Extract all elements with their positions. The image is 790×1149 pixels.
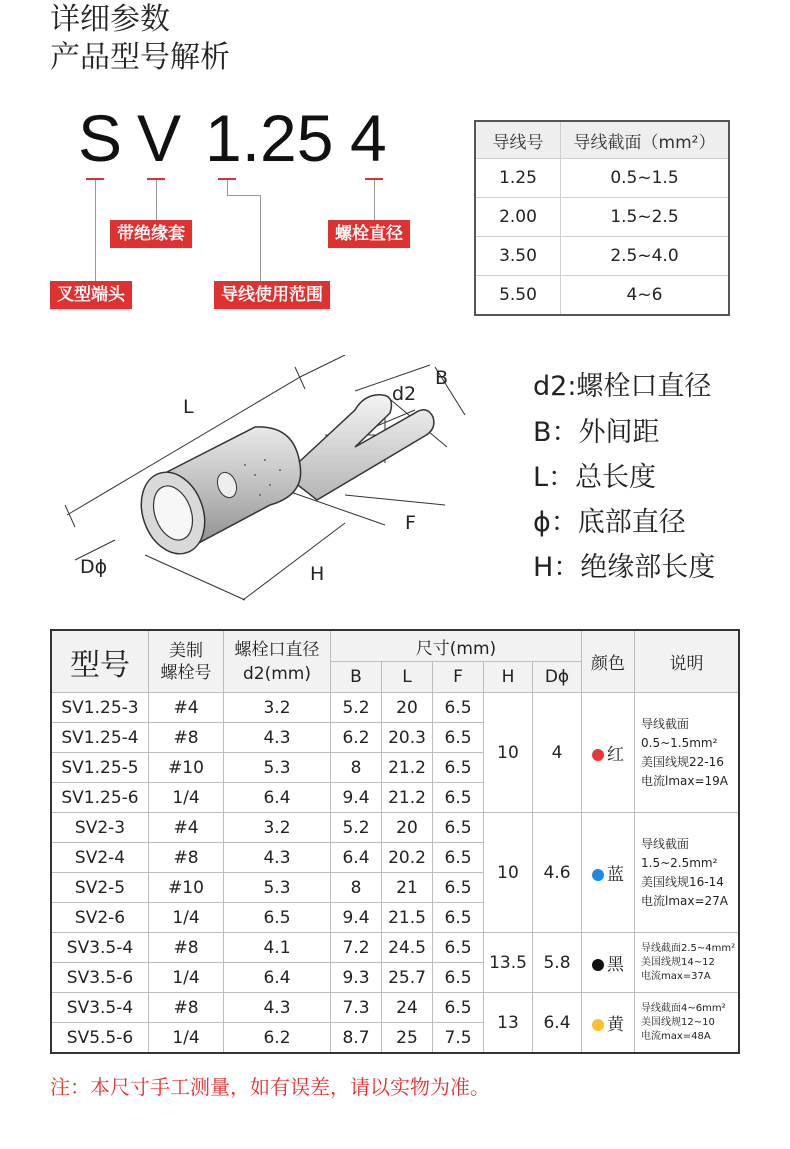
model-part-bolt: 4 <box>350 101 387 175</box>
label-bolt-diameter: 螺栓直径 <box>328 220 410 248</box>
code-cell: 2.00 <box>475 198 561 237</box>
cell-d2: 4.3 <box>224 723 331 753</box>
cell-d2: 4.3 <box>224 993 331 1023</box>
cell-f: 7.5 <box>433 1023 484 1054</box>
code-cell: 5.50 <box>475 276 561 316</box>
cell-d2: 6.5 <box>224 903 331 933</box>
terminal-drawing <box>55 355 485 605</box>
spec-table <box>50 629 740 1054</box>
cell-b: 7.2 <box>331 933 382 963</box>
color-name: 红 <box>607 745 624 765</box>
color-dot <box>592 959 604 971</box>
cell-d2: 3.2 <box>224 813 331 843</box>
connector-v <box>156 180 157 220</box>
cell-l: 25 <box>382 1023 433 1054</box>
cell-l: 21.5 <box>382 903 433 933</box>
table-row <box>51 813 739 843</box>
cell-us-bolt: 1/4 <box>149 783 224 813</box>
note-line: 美国线规14~12 <box>641 956 715 968</box>
legend-h: H：绝缘部长度 <box>533 552 716 583</box>
cell-d2: 6.4 <box>224 783 331 813</box>
cell-h: 13.5 <box>484 933 533 993</box>
cell-f: 6.5 <box>433 873 484 903</box>
code-cell: 3.50 <box>475 237 561 276</box>
cell-color <box>582 693 635 813</box>
header-us-bolt-line2: 螺栓号 <box>160 662 212 683</box>
cell-d: 4.6 <box>533 813 582 933</box>
color-name: 蓝 <box>607 865 624 885</box>
dim-label-d: Dϕ <box>80 556 108 578</box>
cell-d: 4 <box>533 693 582 813</box>
note-line: 导线截面 <box>641 836 690 851</box>
note-line: 0.5~1.5mm² <box>641 735 718 750</box>
cell-color <box>582 933 635 993</box>
cell-us-bolt: #4 <box>149 813 224 843</box>
header-size: 尺寸(mm) <box>331 630 582 662</box>
code-header-number: 导线号 <box>475 121 561 159</box>
section-subtitle: 产品型号解析 <box>50 40 230 75</box>
cell-l: 20.3 <box>382 723 433 753</box>
cell-l: 20 <box>382 693 433 723</box>
header-model: 型号 <box>51 630 149 693</box>
cell-model: SV1.25-3 <box>51 693 149 723</box>
dim-label-b: B <box>435 367 449 389</box>
cell-f: 6.5 <box>433 723 484 753</box>
cell-d2: 3.2 <box>224 693 331 723</box>
connector-size-a <box>227 180 228 195</box>
header-f: F <box>433 662 484 693</box>
header-d: Dϕ <box>533 662 582 693</box>
cell-model: SV2-6 <box>51 903 149 933</box>
cell-model: SV3.5-4 <box>51 933 149 963</box>
cell-note <box>635 993 740 1054</box>
legend-l: L：总长度 <box>533 462 657 493</box>
dim-label-d2: d2 <box>392 383 417 405</box>
cell-model: SV1.25-4 <box>51 723 149 753</box>
cell-f: 6.5 <box>433 963 484 993</box>
cell-us-bolt: #8 <box>149 933 224 963</box>
cell-b: 5.2 <box>331 693 382 723</box>
cell-b: 9.4 <box>331 783 382 813</box>
table-row <box>475 198 729 237</box>
section-title: 详细参数 <box>50 2 170 37</box>
table-row <box>475 159 729 198</box>
legend-b: B：外间距 <box>533 417 660 448</box>
code-cell: 1.25 <box>475 159 561 198</box>
color-dot <box>592 1019 604 1031</box>
connector-size-c <box>260 195 261 281</box>
note-line: 导线截面2.5~4mm² <box>641 942 736 954</box>
header-d2-line1: 螺栓口直径 <box>234 639 320 660</box>
color-dot <box>592 869 604 881</box>
cell-b: 7.3 <box>331 993 382 1023</box>
cell-model: SV2-5 <box>51 873 149 903</box>
cell-d2: 4.1 <box>224 933 331 963</box>
cell-note <box>635 933 740 993</box>
cell-h: 10 <box>484 813 533 933</box>
cell-h: 13 <box>484 993 533 1054</box>
cell-f: 6.5 <box>433 903 484 933</box>
header-us-bolt-line1: 美制 <box>169 640 203 661</box>
cell-l: 20 <box>382 813 433 843</box>
cell-f: 6.5 <box>433 993 484 1023</box>
note-line: 1.5~2.5mm² <box>641 855 718 870</box>
footnote: 注：本尺寸手工测量，如有误差，请以实物为准。 <box>50 1075 490 1099</box>
cell-us-bolt: #10 <box>149 753 224 783</box>
cell-d: 5.8 <box>533 933 582 993</box>
cell-f: 6.5 <box>433 813 484 843</box>
note-line: 电流lmax=27A <box>641 893 729 908</box>
cell-d2: 4.3 <box>224 843 331 873</box>
legend-d2: d2:螺栓口直径 <box>533 371 712 402</box>
cell-d2: 6.4 <box>224 963 331 993</box>
cell-us-bolt: #8 <box>149 993 224 1023</box>
cell-model: SV1.25-5 <box>51 753 149 783</box>
cell-d: 6.4 <box>533 993 582 1054</box>
note-line: 导线截面4~6mm² <box>641 1002 726 1014</box>
cell-d2: 5.3 <box>224 873 331 903</box>
cell-b: 6.2 <box>331 723 382 753</box>
cell-l: 20.2 <box>382 843 433 873</box>
label-sleeve: 带绝缘套 <box>110 220 192 248</box>
cell-f: 6.5 <box>433 843 484 873</box>
cell-b: 8 <box>331 873 382 903</box>
code-header-section: 导线截面（mm²） <box>561 121 730 159</box>
cell-us-bolt: #4 <box>149 693 224 723</box>
cell-f: 6.5 <box>433 933 484 963</box>
cell-us-bolt: #8 <box>149 843 224 873</box>
cell-model: SV5.5-6 <box>51 1023 149 1054</box>
cell-us-bolt: 1/4 <box>149 903 224 933</box>
cell-note <box>635 693 740 813</box>
header-l: L <box>382 662 433 693</box>
cell-b: 6.4 <box>331 843 382 873</box>
cell-f: 6.5 <box>433 753 484 783</box>
header-b: B <box>331 662 382 693</box>
note-line: 电流max=37A <box>641 970 711 982</box>
legend-phi: ϕ：底部直径 <box>533 507 686 538</box>
cell-b: 5.2 <box>331 813 382 843</box>
model-part-s: S <box>78 101 123 175</box>
header-d2-line2: d2(mm) <box>243 663 311 684</box>
code-cell: 2.5~4.0 <box>561 237 730 276</box>
table-row <box>51 993 739 1023</box>
color-name: 黄 <box>607 1015 624 1035</box>
note-line: 电流lmax=19A <box>641 773 729 788</box>
cell-model: SV2-4 <box>51 843 149 873</box>
dim-label-h: H <box>310 563 325 585</box>
dim-label-f: F <box>405 512 416 534</box>
table-row <box>51 933 739 963</box>
label-wire-range: 导线使用范围 <box>214 281 330 309</box>
code-cell: 1.5~2.5 <box>561 198 730 237</box>
cell-l: 25.7 <box>382 963 433 993</box>
cell-us-bolt: 1/4 <box>149 1023 224 1054</box>
cell-model: SV3.5-4 <box>51 993 149 1023</box>
cell-l: 21 <box>382 873 433 903</box>
note-line: 电流max=48A <box>641 1030 711 1042</box>
cell-color <box>582 813 635 933</box>
connector-size-b <box>227 195 260 196</box>
color-name: 黑 <box>607 955 624 975</box>
cell-color <box>582 993 635 1054</box>
header-us-bolt <box>149 630 224 693</box>
table-row <box>51 693 739 723</box>
cell-model: SV2-3 <box>51 813 149 843</box>
note-line: 美国线规16-14 <box>641 874 724 889</box>
cell-l: 21.2 <box>382 783 433 813</box>
cell-us-bolt: 1/4 <box>149 963 224 993</box>
wire-code-table <box>474 120 730 316</box>
cell-b: 8.7 <box>331 1023 382 1054</box>
code-cell: 4~6 <box>561 276 730 316</box>
cell-l: 24 <box>382 993 433 1023</box>
cell-model: SV1.25-6 <box>51 783 149 813</box>
cell-b: 9.4 <box>331 903 382 933</box>
cell-us-bolt: #10 <box>149 873 224 903</box>
cell-f: 6.5 <box>433 693 484 723</box>
header-color: 颜色 <box>582 630 635 693</box>
cell-model: SV3.5-6 <box>51 963 149 993</box>
cell-l: 24.5 <box>382 933 433 963</box>
note-line: 美国线规12~10 <box>641 1016 715 1028</box>
header-description: 说明 <box>635 630 740 693</box>
cell-note <box>635 813 740 933</box>
dim-label-l: L <box>183 396 194 418</box>
cell-d2: 6.2 <box>224 1023 331 1054</box>
cell-b: 9.3 <box>331 963 382 993</box>
label-fork-terminal: 叉型端头 <box>50 281 132 309</box>
table-row <box>475 276 729 316</box>
connector-bolt <box>374 180 375 220</box>
table-row <box>475 237 729 276</box>
cell-d2: 5.3 <box>224 753 331 783</box>
header-h: H <box>484 662 533 693</box>
cell-f: 6.5 <box>433 783 484 813</box>
connector-s <box>95 180 96 284</box>
note-line: 美国线规22-16 <box>641 754 724 769</box>
model-part-v: V <box>137 101 182 175</box>
cell-h: 10 <box>484 693 533 813</box>
code-cell: 0.5~1.5 <box>561 159 730 198</box>
cell-b: 8 <box>331 753 382 783</box>
header-d2 <box>224 630 331 693</box>
cell-l: 21.2 <box>382 753 433 783</box>
color-dot <box>592 749 604 761</box>
cell-us-bolt: #8 <box>149 723 224 753</box>
model-part-size: 1.25 <box>205 101 334 175</box>
note-line: 导线截面 <box>641 716 690 731</box>
